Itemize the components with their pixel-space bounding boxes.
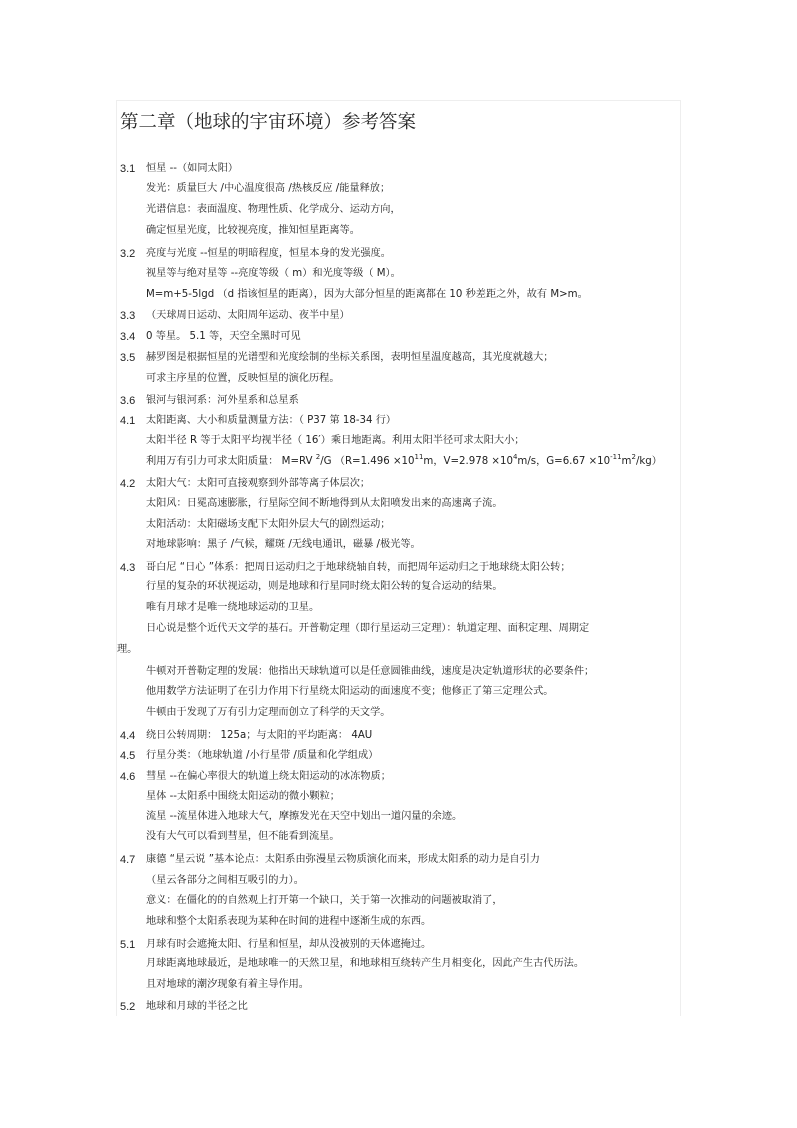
line-text: 赫罗图是根据恒星的光谱型和光度绘制的坐标关系图，表明恒星温度越高，其光度就越大；	[146, 352, 554, 363]
superscript: 11	[414, 453, 424, 461]
line-text: 恒星 --（如同太阳）	[146, 163, 239, 174]
superscript: 4	[512, 453, 518, 461]
line-text: （天球周日运动、太阳周年运动、夜半中星）	[146, 310, 350, 321]
line-text: 星体 --太阳系中围绕太阳运动的微小颗粒；	[146, 791, 340, 802]
line-text: 牛顿由于发现了万有引力定理而创立了科学的天文学。	[146, 707, 391, 718]
text-segment: m，V=2.978 ×10	[423, 456, 513, 467]
superscript: 2	[315, 453, 321, 461]
line-text: 亮度与光度 --恒星的明暗程度，恒星本身的发光强度。	[146, 248, 391, 259]
section-number: 4.2	[120, 478, 136, 490]
line-text: 太阳距离、大小和质量测量方法：（ P37 第 18-34 行）	[146, 415, 397, 426]
section-number: 3.5	[120, 352, 136, 364]
line-text: 视星等与绝对星等 --亮度等级（ m）和光度等级（ M）。	[146, 268, 401, 279]
line-text: 行星的复杂的环状视运动，则是地球和行星同时绕太阳公转的复合运动的结果。	[146, 581, 503, 592]
line-text: 彗星 --在偏心率很大的轨道上绕太阳运动的冰冻物质；	[146, 771, 391, 782]
section-number: 3.3	[120, 310, 136, 322]
line-text: 且对地球的潮汐现象有着主导作用。	[146, 979, 309, 990]
line-text: 可求主序星的位置，反映恒星的演化历程。	[146, 373, 340, 384]
line-text: 意义：在僵化的的自然观上打开第一个缺口，关于第一次推动的问题被取消了，	[146, 895, 503, 906]
section-number: 3.4	[120, 331, 136, 343]
line-text: 光谱信息：表面温度、物理性质、化学成分、运动方向，	[146, 204, 401, 215]
section-number: 4.3	[120, 562, 136, 574]
section-number: 5.2	[120, 1001, 136, 1013]
line-text: 日心说是整个近代天文学的基石。开普勒定理（即行星运动三定理）：轨道定理、面积定理、周期定	[146, 623, 590, 634]
line-text: 太阳半径 R 等于太阳平均视半径（ 16′）乘日地距离。利用太阳半径可求太阳大小；	[146, 435, 525, 446]
section-number: 3.6	[120, 395, 136, 407]
section-number: 4.6	[120, 771, 136, 783]
text-segment: /G （R=1.496 ×10	[320, 456, 415, 467]
line-text: 理。	[117, 644, 138, 655]
section-number: 4.4	[120, 730, 136, 742]
line-text	[146, 455, 662, 469]
text-segment: /kg）	[635, 456, 662, 467]
section-number: 4.5	[120, 750, 136, 762]
line-text: 他用数学方法证明了在引力作用下行星绕太阳运动的面速度不变；他修正了第三定理公式。	[146, 686, 554, 697]
line-text: 月球有时会遮掩太阳、行星和恒星，却从没被别的天体遮掩过。	[146, 939, 432, 950]
section-number: 4.1	[120, 415, 136, 427]
line-text: M=m+5-5lgd （d 指该恒星的距离），因为大部分恒星的距离都在 10 秒差距之外，故有 M>m。	[146, 289, 588, 300]
line-text: 地球和月球的半径之比	[146, 1001, 248, 1012]
line-text: 太阳大气：太阳可直接观察到外部等离子体层次；	[146, 478, 371, 489]
line-text: 牛顿对开普勒定理的发展：他指出天球轨道可以是任意圆锥曲线，速度是决定轨道形状的必要条件；	[146, 666, 595, 677]
superscript: -11	[610, 453, 622, 461]
line-text: 太阳风：日冕高速膨胀，行星际空间不断地得到从太阳喷发出来的高速离子流。	[146, 498, 503, 509]
page-title: 第二章（地球的宇宙环境）参考答案	[120, 112, 417, 133]
line-text: 没有大气可以看到彗星，但不能看到流星。	[146, 831, 340, 842]
line-text: 发光：质量巨大 /中心温度很高 /热核反应 /能量释放；	[146, 183, 391, 194]
line-text: 太阳活动：太阳磁场支配下太阳外层大气的剧烈运动；	[146, 519, 391, 530]
section-number: 3.2	[120, 248, 136, 260]
line-text: 银河与银河系：河外星系和总星系	[146, 395, 299, 406]
line-text: （星云各部分之间相互吸引的力）。	[146, 875, 304, 886]
line-text: 唯有月球才是唯一绕地球运动的卫星。	[146, 602, 320, 613]
line-text: 确定恒星光度，比较视亮度，推知恒星距离等。	[146, 225, 360, 236]
line-text: 流星 --流星体进入地球大气，摩擦发光在天空中划出一道闪量的余迹。	[146, 811, 463, 822]
line-text: 对地球影响：黑子 /气候，耀斑 /无线电通讯，磁暴 /极光等。	[146, 539, 421, 550]
line-text: 月球距离地球最近，是地球唯一的天然卫星，和地球相互绕转产生月相变化，因此产生古代历法。	[146, 958, 585, 969]
line-text: 行星分类：（地球轨道 /小行星带 /质量和化学组成）	[146, 750, 379, 761]
section-number: 5.1	[120, 939, 136, 951]
text-segment: m	[621, 456, 632, 467]
text-segment: m/s，G=6.67 ×10	[517, 456, 611, 467]
text-segment: 利用万有引力可求太阳质量： M=RV	[146, 456, 316, 467]
line-text: 地球和整个太阳系表现为某种在时间的进程中逐渐生成的东西。	[146, 916, 432, 927]
line-text: 绕日公转周期： 125a；与太阳的平均距离： 4AU	[146, 730, 373, 741]
line-text: 康德 “星云说 ”基本论点：太阳系由弥漫星云物质演化而来，形成太阳系的动力是自引力	[146, 854, 540, 865]
section-number: 4.7	[120, 854, 136, 866]
line-text: 哥白尼 “日心 ”体系：把周日运动归之于地球绕轴自转，而把周年运动归之于地球绕太阳公转；	[146, 562, 571, 573]
line-text: 0 等星。 5.1 等，天空全黑时可见	[146, 331, 301, 342]
superscript: 2	[631, 453, 636, 461]
section-number: 3.1	[120, 163, 136, 175]
